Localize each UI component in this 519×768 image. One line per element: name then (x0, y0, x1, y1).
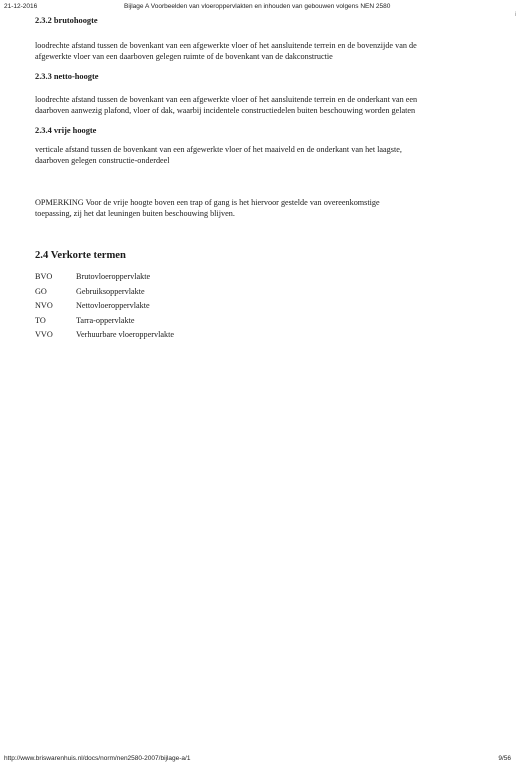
margin-mark: i (514, 12, 516, 18)
term-abbreviation: NVO (35, 301, 53, 311)
term-definition: Brutovloeroppervlakte (76, 272, 151, 281)
abbreviation-list (35, 272, 174, 345)
term-definition: Verhuurbare vloeroppervlakte (76, 330, 174, 340)
list-item (35, 330, 174, 345)
term-abbreviation: TO (35, 315, 46, 325)
list-item (35, 287, 174, 302)
note-line: OPMERKING Voor de vrije hoogte boven een trap of gang is het hiervoor gestelde van overeenkomstige (35, 198, 380, 207)
print-date: 21-12-2016 (4, 3, 38, 10)
paragraph-line: loodrechte afstand tussen de bovenkant van een afgewerkte vloer of het aansluitende terrein en de bovenzijde van de (35, 41, 417, 50)
document-title: Bijlage A Voorbeelden van vloeroppervlakten en inhouden van gebouwen volgens NEN 2580 (124, 3, 391, 10)
term-definition: Gebruiksoppervlakte (76, 286, 145, 296)
definition-netto-hoogte (35, 94, 490, 116)
page-number: 9/56 (498, 755, 511, 762)
paragraph-line: afgewerkte vloer van een daarboven gelegen ruimte of de bovenkant van de dakconstructie (35, 52, 333, 61)
term-abbreviation: VVO (35, 330, 53, 340)
definition-brutohoogte (35, 40, 490, 62)
paragraph-line: loodrechte afstand tussen de bovenkant van een afgewerkte vloer of het aansluitende terrein en de onderkant van een (35, 95, 418, 104)
source-url: http://www.briswarenhuis.nl/docs/norm/nen2580-2007/bijlage-a/1 (4, 755, 191, 762)
section-heading-netto-hoogte: 2.3.3 netto-hoogte (35, 72, 99, 81)
term-definition: Nettovloeroppervlakte (76, 301, 150, 311)
paragraph-line: daarboven aanwezig plafond, vloer of dak, waarbij incidentele constructiedelen buiten beschouwing worden gelaten (35, 106, 416, 115)
paragraph-line: daarboven gelegen constructie-onderdeel (35, 156, 170, 165)
list-item (35, 272, 174, 287)
remark-note (35, 197, 380, 219)
section-heading-verkorte-termen: 2.4 Verkorte termen (35, 250, 126, 261)
term-abbreviation: GO (35, 286, 47, 296)
section-heading-vrije-hoogte: 2.3.4 vrije hoogte (35, 126, 97, 135)
section-heading-brutohoogte: 2.3.2 brutohoogte (35, 16, 98, 25)
list-item (35, 316, 174, 331)
definition-vrije-hoogte (35, 144, 490, 166)
list-item (35, 301, 174, 316)
note-line: toepassing, zij het dat leuningen buiten beschouwing blijven. (35, 209, 235, 218)
term-abbreviation: BVO (35, 272, 53, 281)
term-definition: Tarra-oppervlakte (76, 315, 135, 325)
paragraph-line: verticale afstand tussen de bovenkant van een afgewerkte vloer of het maaiveld en de onderkant van het laagste, (35, 145, 402, 154)
